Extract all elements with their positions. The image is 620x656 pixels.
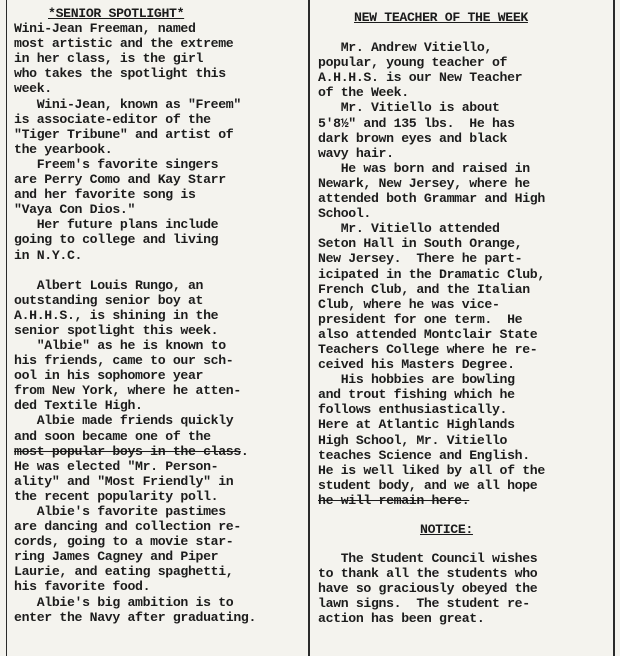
albert-intro-paragraph: Albert Louis Rungo, an outstanding senior boy at A.H.H.S., is shining in the senior spotlight this week. xyxy=(14,277,219,338)
albie-friends-text-a: Albie made friends quickly and soon became one of the xyxy=(14,413,234,444)
column-divider-rule xyxy=(308,0,310,656)
notice-body-paragraph: The Student Council wishes to thank all the students who have so graciously obeyed the lawn signs. The student re- action has been great. xyxy=(318,551,538,627)
albie-friends-paragraph xyxy=(14,413,306,504)
wini-jean-editor-paragraph: Wini-Jean, known as "Freem" is associate-editor of the "Tiger Tribune" and artist of the yearbook. xyxy=(14,96,241,157)
vitiello-intro-paragraph: Mr. Andrew Vitiello, popular, young teacher of A.H.H.S. is our New Teacher of the Week. xyxy=(318,40,523,101)
new-teacher-heading: NEW TEACHER OF THE WEEK xyxy=(354,10,528,25)
left-border-rule xyxy=(6,0,7,656)
wini-jean-singers-paragraph: Freem's favorite singers are Perry Como and Kay Starr and her favorite song is "Vaya Con Dios." xyxy=(14,156,226,218)
paragraph-gap xyxy=(14,263,306,278)
vitiello-education-paragraph: Mr. Vitiello attended Seton Hall in South Orange, New Jersey. There he part- icipated in the Dramatic Club, French Club, and the Italian Club, where he was vice- president for one term. He also attended Montclair State Teachers College where he re- ceived his Masters Degree. xyxy=(318,221,545,373)
vitiello-appearance-paragraph: Mr. Vitiello is about 5'8½" and 135 lbs. He has dark brown eyes and black wavy hair. xyxy=(318,100,515,161)
albie-friends-text-b: . He was elected "Mr. Person- ality" and "Most Friendly" in the recent popularity poll. xyxy=(14,443,249,504)
notice-heading: NOTICE: xyxy=(420,522,473,537)
new-teacher-column xyxy=(318,10,614,627)
albie-ambition-paragraph: Albie's big ambition is to enter the Navy after graduating. xyxy=(14,594,257,625)
senior-spotlight-heading: *SENIOR SPOTLIGHT* xyxy=(48,6,185,21)
vitiello-hobbies-paragraph xyxy=(318,372,614,508)
vitiello-birthplace-paragraph: He was born and raised in Newark, New Jersey, where he attended both Grammar and High School. xyxy=(318,160,545,222)
wini-jean-intro-paragraph: Wini-Jean Freeman, named most artistic and the extreme in her class, is the girl who takes the spotlight this week. xyxy=(14,21,234,97)
albie-friends-struck-text: most popular boys in the class xyxy=(14,443,241,459)
paragraph-gap xyxy=(318,25,614,40)
vitiello-hobbies-struck-text: he will remain here. xyxy=(318,492,470,508)
albie-pastimes-paragraph: Albie's favorite pastimes are dancing and collection re- cords, going to a movie star- ring James Cagney and Piper Laurie, and eating spaghetti, his favorite food. xyxy=(14,504,241,595)
vitiello-hobbies-text: His hobbies are bowling and trout fishing which he follows enthusiastically. Here at Atlantic Highlands High School, Mr. Vitiello teaches Science and English. He is well liked by all of the student body, and we all hope xyxy=(318,372,545,493)
senior-spotlight-column xyxy=(14,6,306,625)
albie-school-paragraph: "Albie" as he is known to his friends, came to our sch- ool in his sophomore year from New York, where he atten- ded Textile High. xyxy=(14,337,241,414)
wini-jean-plans-paragraph: Her future plans include going to college and living in N.Y.C. xyxy=(14,217,219,263)
